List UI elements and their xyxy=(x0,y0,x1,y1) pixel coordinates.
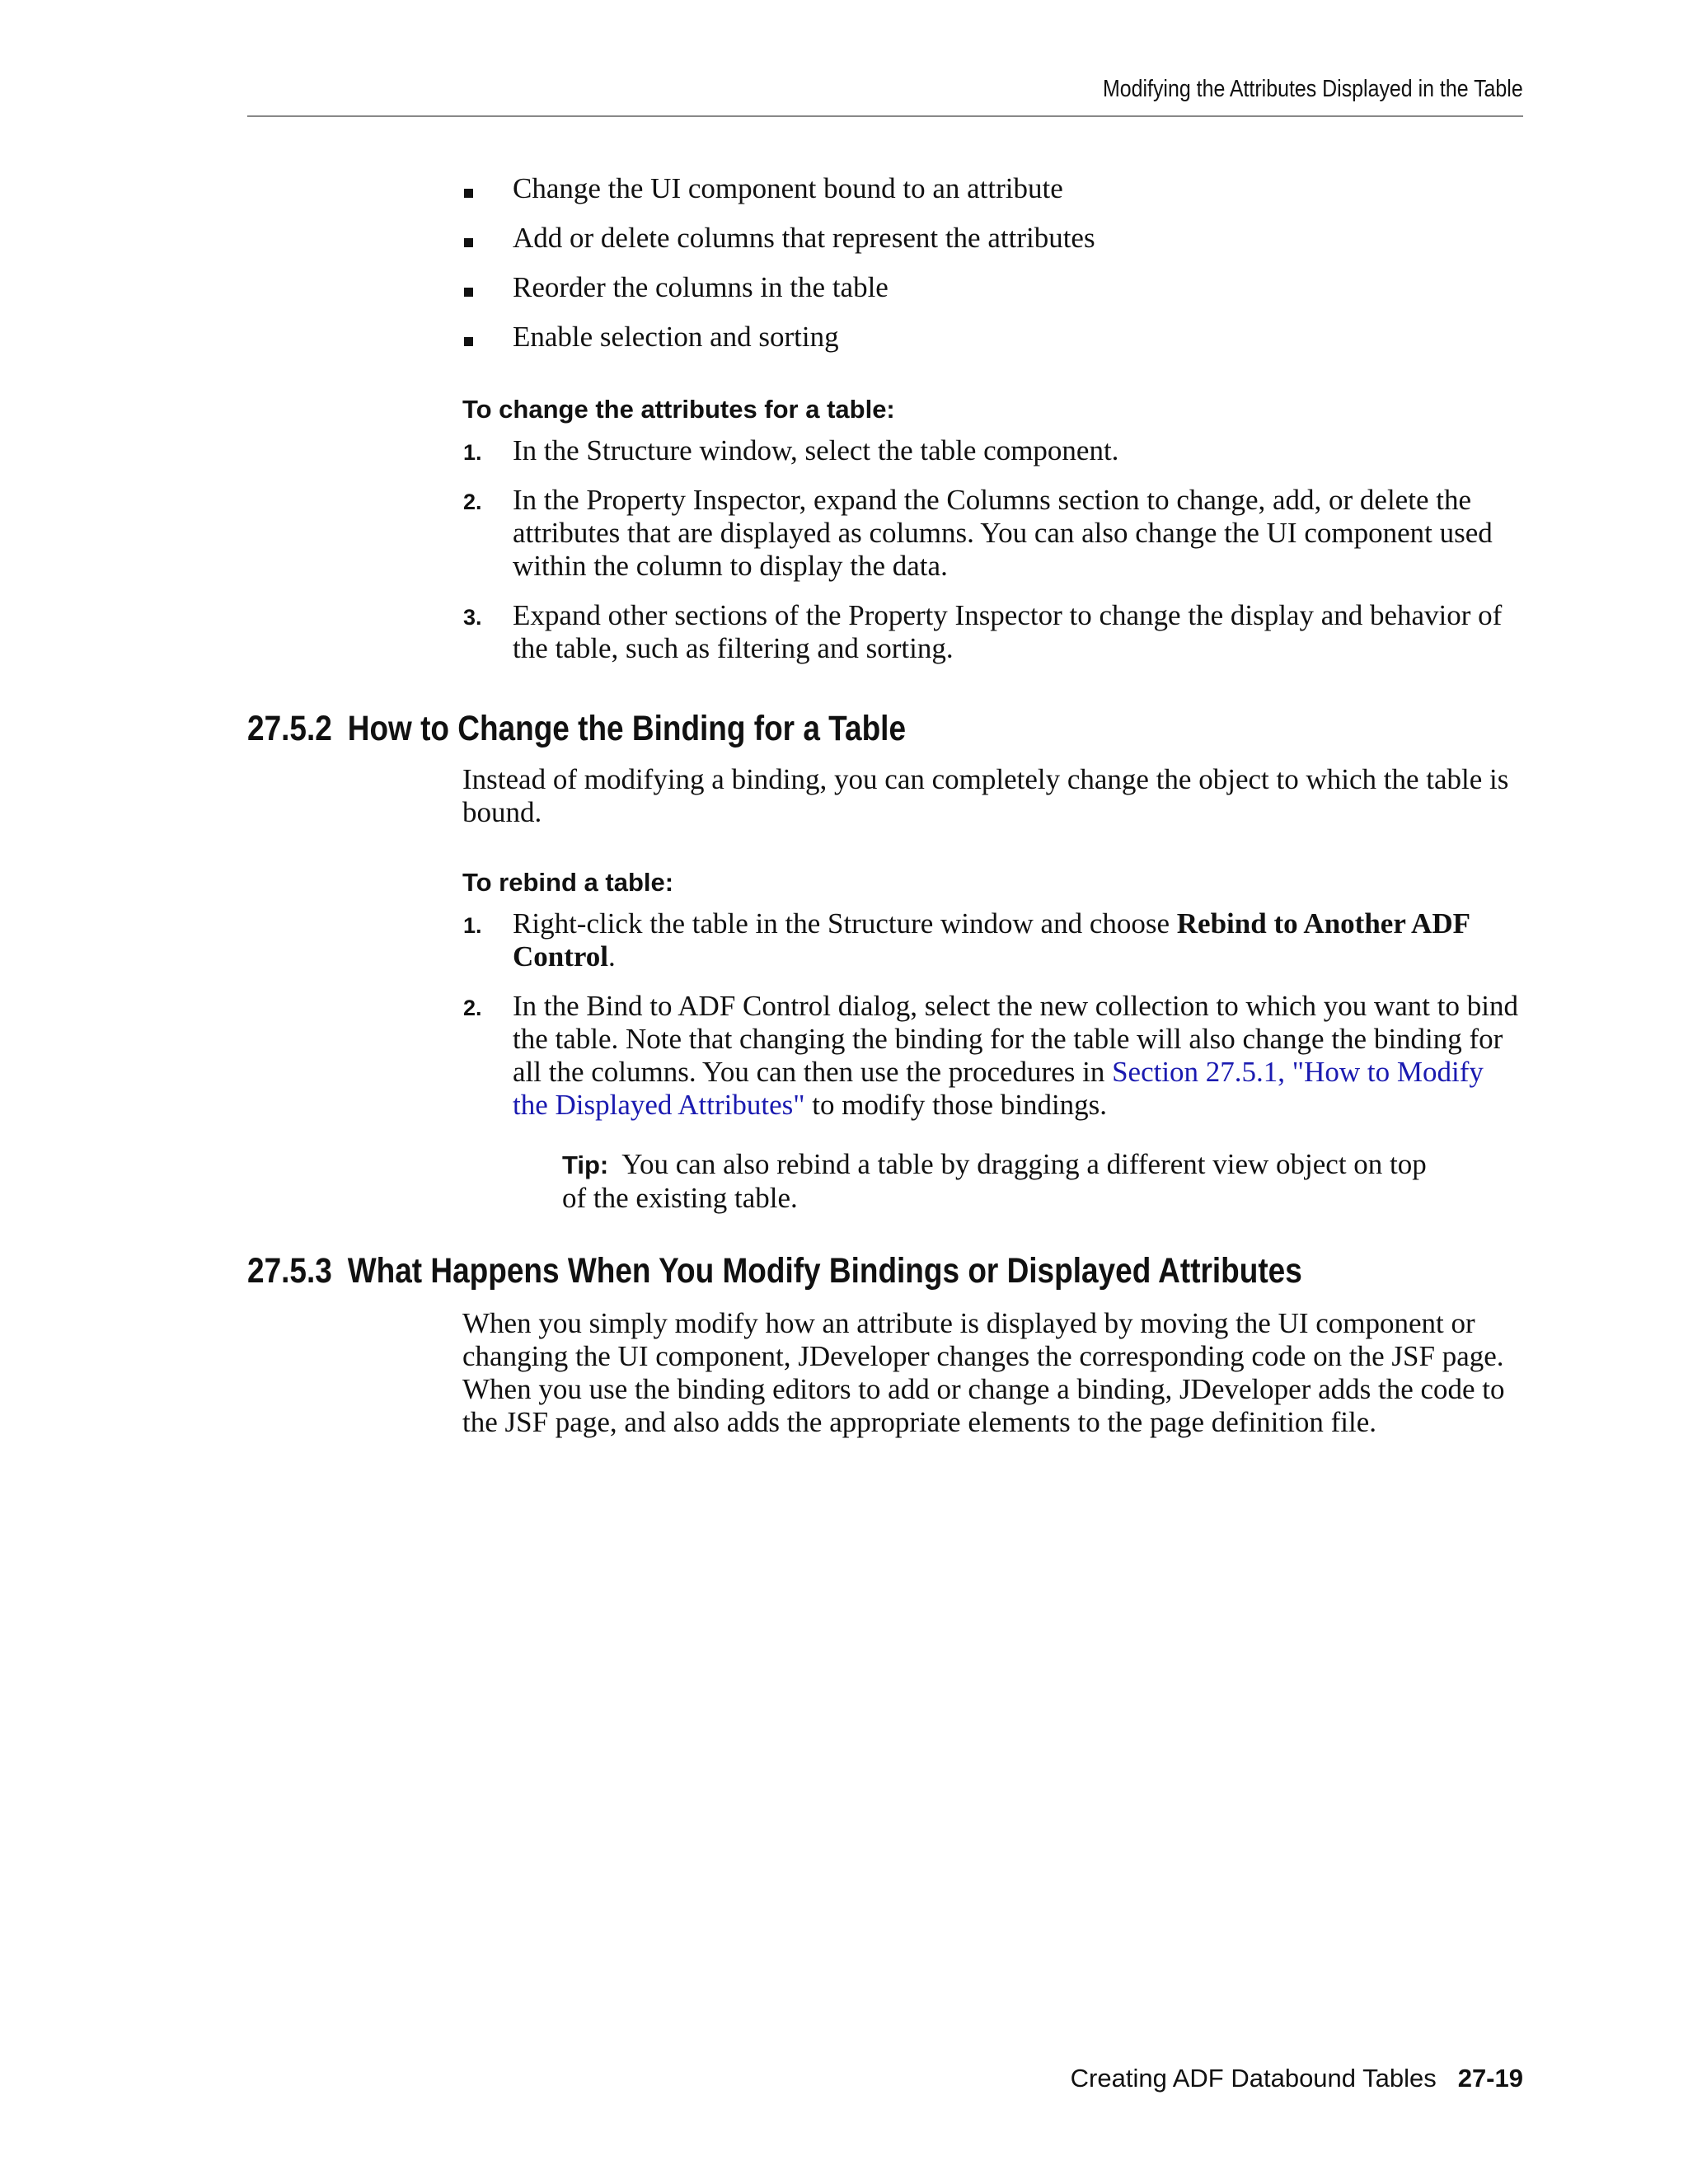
page-number: 27-19 xyxy=(1457,2064,1523,2093)
section-intro: Instead of modifying a binding, you can completely change the object to which the table is bound. xyxy=(462,763,1509,828)
section-heading-27-5-2 xyxy=(247,709,906,749)
running-header xyxy=(247,73,1523,117)
list-item: Enable selection and sorting xyxy=(462,321,1525,354)
running-header-title: Modifying the Attributes Displayed in the Table xyxy=(1103,76,1523,102)
procedure-step xyxy=(462,434,1525,467)
step-text: In the Structure window, select the table component. xyxy=(513,434,1119,466)
section-title: How to Change the Binding for a Table xyxy=(347,709,907,748)
list-item: Reorder the columns in the table xyxy=(462,271,1525,304)
bullet-icon xyxy=(464,238,473,247)
step-number: 2. xyxy=(463,996,482,1020)
step-number: 1. xyxy=(463,440,482,465)
procedure-steps-rebind xyxy=(462,907,1525,1122)
list-item: Change the UI component bound to an attribute xyxy=(462,172,1525,205)
bullet-list xyxy=(462,172,1525,370)
step-text: Expand other sections of the Property Inspector to change the display and behavior of the table, such as filtering and sorting. xyxy=(513,599,1503,664)
section-title: What Happens When You Modify Bindings or Displayed Attributes xyxy=(347,1251,1302,1291)
step-text: In the Property Inspector, expand the Columns section to change, add, or delete the attributes that are displayed as columns. You can also change the UI component used within the column to display the data. xyxy=(513,484,1493,582)
step-number: 2. xyxy=(463,490,482,514)
step-number: 3. xyxy=(463,605,482,630)
footer-chapter-title: Creating ADF Databound Tables xyxy=(1070,2064,1437,2093)
page-footer xyxy=(1071,2064,1523,2093)
bullet-icon xyxy=(464,337,473,346)
list-item: Add or delete columns that represent the attributes xyxy=(462,222,1525,255)
ui-command-name: Rebind to Another ADF Control xyxy=(513,907,1470,972)
tip-label: Tip: xyxy=(562,1151,609,1179)
section-number: 27.5.3 xyxy=(247,1251,332,1291)
procedure-heading-rebind: To rebind a table: xyxy=(462,868,674,897)
procedure-step: 2. In the Bind to ADF Control dialog, select the new collection to which you want to bind the table. Note that changing the binding for the table will also change the binding for all the columns. You can then use the procedures in Section 27.5.1, "How to Modify the Displayed Attributes" to modify those bindings. xyxy=(463,990,1518,1121)
bullet-icon xyxy=(464,288,473,297)
tip-text: You can also rebind a table by dragging a different view object on top of the existing table. xyxy=(562,1148,1427,1214)
procedure-steps-change-attributes xyxy=(462,434,1525,665)
procedure-step: 1. Right-click the table in the Structure window and choose Rebind to Another ADF Control. xyxy=(463,907,1470,972)
cross-reference-link[interactable]: Section 27.5.1, "How to Modify the Displayed Attributes" xyxy=(513,1056,1484,1121)
bullet-icon xyxy=(464,189,473,198)
section-heading-27-5-3 xyxy=(247,1251,1302,1291)
section-body: When you simply modify how an attribute is displayed by moving the UI component or changing the UI component, JDeveloper changes the corresponding code on the JSF page. When you use the binding editors to add or change a binding, JDeveloper adds the code to the JSF page, and also adds the appropriate elements to the page definition file. xyxy=(462,1307,1505,1438)
section-number: 27.5.2 xyxy=(247,709,332,748)
procedure-step xyxy=(462,484,1525,583)
step-number: 1. xyxy=(463,913,482,938)
procedure-step xyxy=(462,599,1525,665)
procedure-heading-change-attributes: To change the attributes for a table: xyxy=(462,395,895,424)
tip-note xyxy=(562,1148,1428,1215)
